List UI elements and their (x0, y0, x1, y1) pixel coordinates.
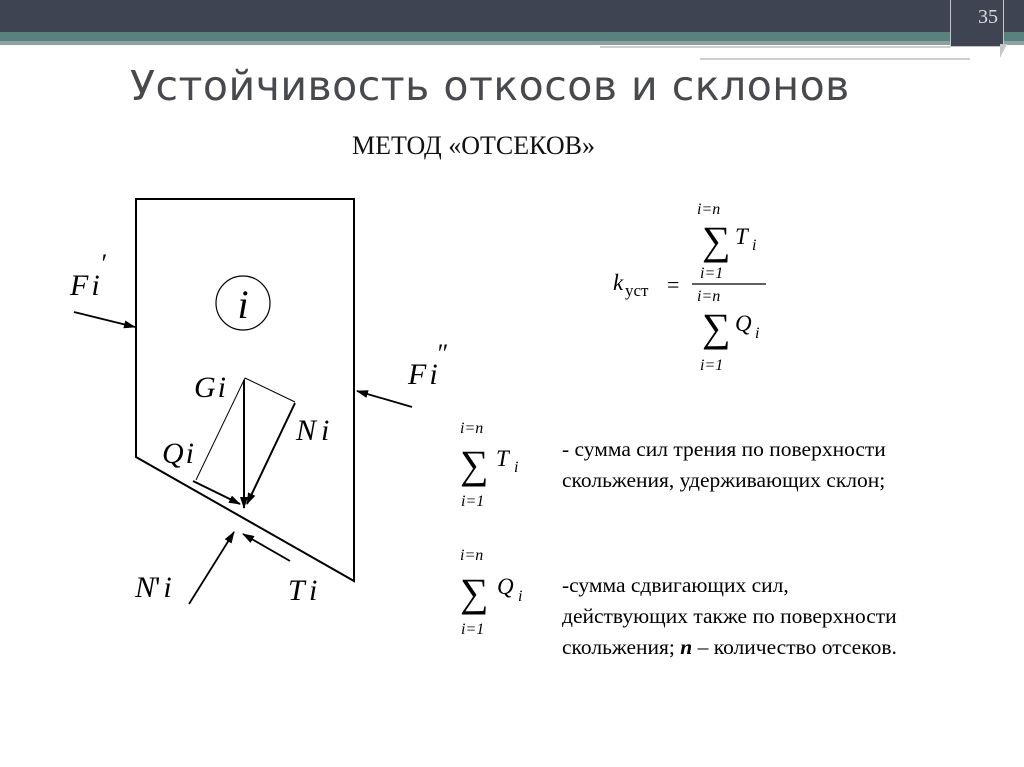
sum-q-lower: i=1 (461, 621, 485, 638)
sum-t-symbol: ∑ (460, 442, 489, 487)
formula-num-sum: ∑ (702, 218, 731, 263)
force-label-g: G (194, 371, 216, 404)
force-label-n: N (296, 414, 317, 447)
formula-den-lower: i=1 (700, 357, 724, 374)
formula-equals: = (667, 272, 680, 297)
description-shear-line3 (562, 632, 897, 663)
force-label-n-prime-sub: i (163, 571, 172, 604)
sum-t-index: i (514, 459, 519, 476)
sum-q-symbol: ∑ (460, 570, 489, 615)
force-label-q-sub: i (185, 437, 195, 470)
force-label-n-prime: N (135, 571, 156, 604)
force-label-t-sub: i (309, 574, 318, 607)
formula-num-upper: i=n (697, 201, 721, 218)
force-label-n-prime-mark: ' (155, 571, 161, 604)
description-shear-line2: действующих также по поверхности (562, 604, 897, 628)
formula-k: k (613, 270, 624, 295)
description-shear (562, 570, 897, 663)
description-shear-line3-post: – количество отсеков. (692, 635, 897, 659)
force-label-t: T (288, 574, 304, 607)
formula-num-index: i (752, 237, 757, 254)
force-label-f-right-sub: i (429, 358, 438, 391)
formula-den-index: i (755, 325, 760, 342)
formula-k-sub: уст (625, 281, 649, 300)
sum-q-index: i (518, 588, 523, 605)
force-label-n-sub: i (321, 414, 330, 447)
sum-t-letter: T (496, 446, 509, 471)
formula-num-lower: i=1 (700, 265, 724, 282)
sum-q-letter: Q (497, 574, 514, 599)
sum-t-lower: i=1 (461, 493, 485, 510)
description-shear-line3-pre: скольжения; (562, 635, 681, 659)
description-shear-line1: -сумма сдвигающих сил, (562, 573, 789, 597)
force-label-g-sub: i (217, 371, 227, 404)
slice-id-label: i (237, 282, 249, 327)
force-label-f-left-sub: i (91, 269, 100, 302)
description-friction (562, 434, 886, 496)
force-label-f-right-prime: ″ (436, 339, 447, 368)
description-friction-line2: скольжения, удерживающих склон; (562, 468, 886, 492)
sum-t-upper: i=n (460, 420, 484, 437)
force-label-f-left-prime: ′ (100, 249, 106, 278)
formula-den-upper: i=n (697, 288, 721, 305)
description-friction-line1: - сумма сил трения по поверхности (562, 437, 886, 461)
formula-den-sum: ∑ (702, 305, 731, 350)
formula-den-q: Q (735, 311, 752, 336)
description-shear-line3-n: n (680, 635, 693, 659)
force-label-f-left: F (70, 269, 89, 302)
sum-q-upper: i=n (460, 547, 484, 564)
force-label-f-right: F (408, 358, 427, 391)
slide-subtitle: МЕТОД «ОТСЕКОВ» (352, 131, 595, 160)
slide-title: Устойчивость откосов и склонов (130, 62, 850, 110)
force-label-q: Q (162, 437, 184, 470)
formula-num-t: T (735, 224, 748, 249)
page-number: 35 (978, 6, 998, 28)
